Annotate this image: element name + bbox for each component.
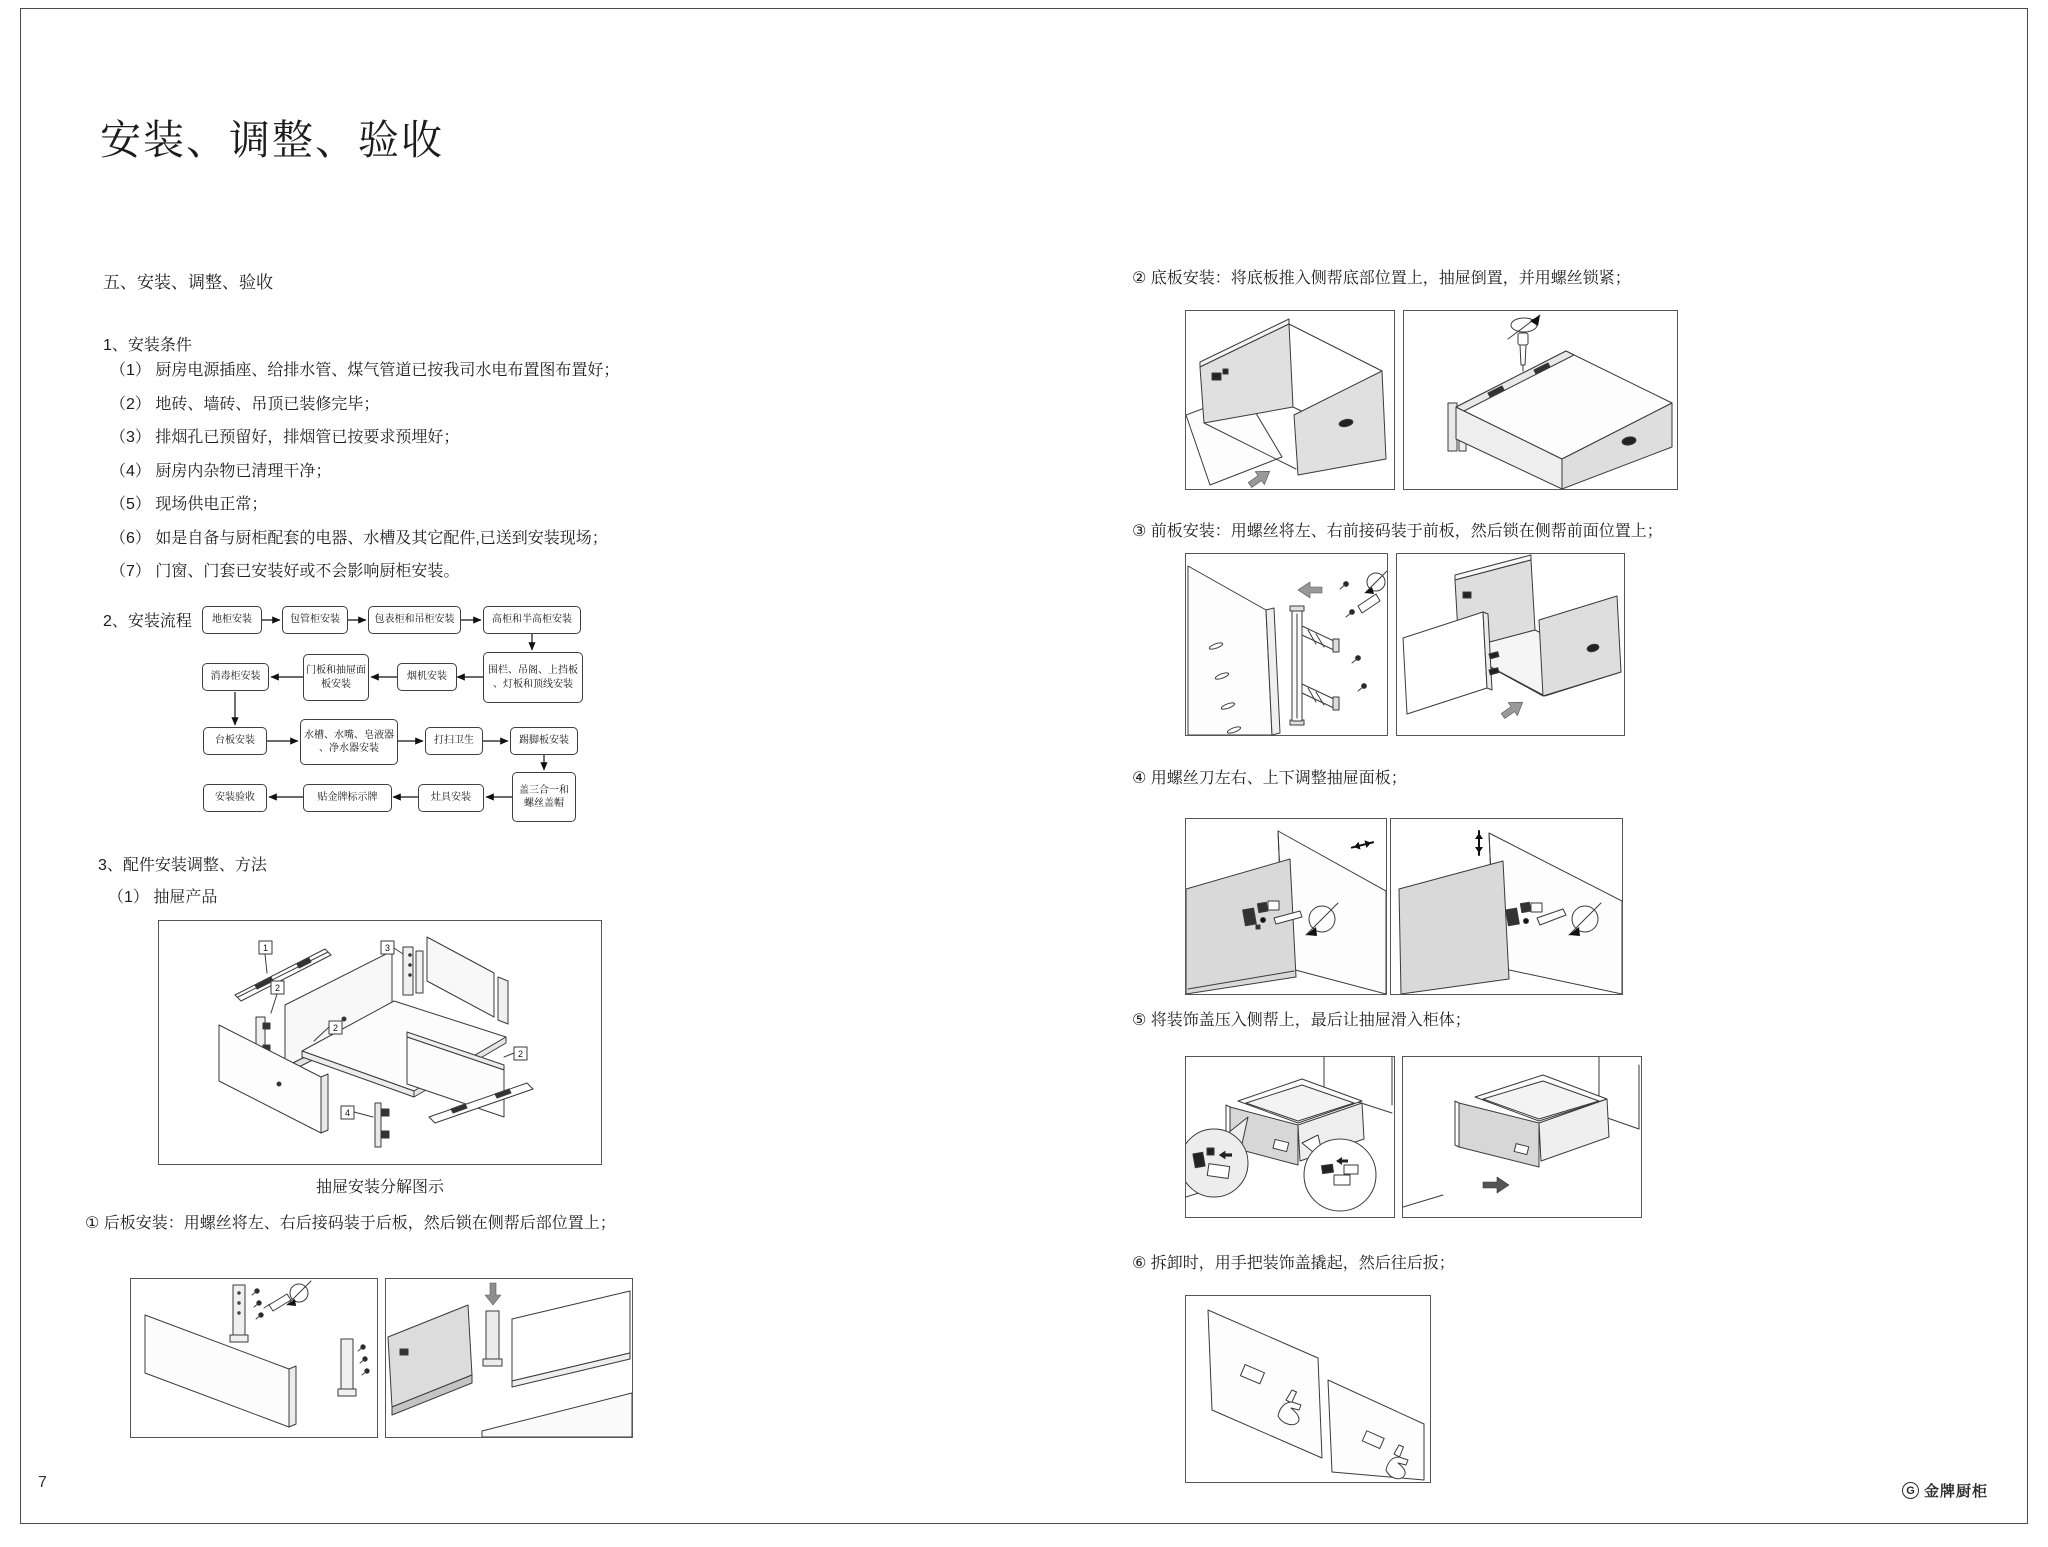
flow-node-kickboard: 踢脚板安装 xyxy=(510,727,578,755)
screws-icon xyxy=(252,1289,263,1319)
section-heading: 五、安装、调整、验收 xyxy=(103,273,273,292)
flow-heading: 2、安装流程 xyxy=(103,613,192,630)
flow-node-base-cabinet: 地柜安装 xyxy=(202,606,262,634)
cover-press-drawing xyxy=(1186,1057,1394,1217)
flow-node-sterilizer: 消毒柜安装 xyxy=(202,663,269,691)
screw-tighten-drawing xyxy=(1404,311,1677,489)
part-label-1: 1 xyxy=(262,943,269,953)
drawer-slide-in-drawing xyxy=(1403,1057,1641,1217)
brand-logo xyxy=(1902,1480,1988,1501)
step-1-label: ① 后板安装：用螺丝将左、右后接码装于后板，然后锁在侧帮后部位置上； xyxy=(85,1215,616,1232)
flow-node-cleaning: 打扫卫生 xyxy=(425,727,483,755)
condition-item: （3） 排烟孔已预留好，排烟管已按要求预埋好； xyxy=(110,429,460,446)
attach-arrow-icon xyxy=(1498,696,1527,723)
back-panel-assembly-drawing xyxy=(131,1279,377,1437)
slide-arrow-icon xyxy=(1483,1177,1509,1193)
rotation-arrow-icon xyxy=(287,1281,311,1306)
step-4-illustration-b xyxy=(1390,818,1623,995)
front-connector-bracket xyxy=(1290,606,1339,725)
side-panel-lock-drawing xyxy=(386,1279,632,1437)
part-label-5: 2 xyxy=(517,1049,524,1059)
step-5-illustration-a xyxy=(1185,1056,1395,1218)
brand-g-icon: G xyxy=(1902,1482,1919,1499)
part-label-3: 3 xyxy=(384,943,391,953)
rear-connector-post xyxy=(483,1311,502,1366)
flow-node-stove: 灶具安装 xyxy=(418,784,484,812)
drawer-back-panel xyxy=(427,937,508,1024)
magnifier-circle xyxy=(1186,1117,1248,1197)
flow-node-acceptance: 安装验收 xyxy=(203,784,267,812)
flow-node-screw-caps: 盖三合一和螺丝盖帽 xyxy=(512,772,576,822)
installation-flowchart xyxy=(200,600,590,830)
front-connector-bracket xyxy=(375,1103,389,1147)
flow-node-brand-plate: 贴金牌标示牌 xyxy=(303,784,392,812)
part-label-4: 2 xyxy=(332,1023,339,1033)
front-panel-attach-drawing xyxy=(1397,554,1624,735)
condition-item: （1） 厨房电源插座、给排水管、煤气管道已按我司水电布置图布置好； xyxy=(110,362,620,379)
vertical-double-arrow-icon xyxy=(1475,831,1483,855)
conditions-list xyxy=(110,354,619,589)
adjust-left-right-drawing xyxy=(1186,819,1386,994)
part-label-6: 4 xyxy=(344,1108,351,1118)
adjust-up-down-drawing xyxy=(1391,819,1622,994)
condition-item: （2） 地砖、墙砖、吊顶已装修完毕； xyxy=(110,395,380,413)
condition-item: （5） 现场供电正常； xyxy=(110,496,268,513)
flow-node-wall-cabinet: 包表柜和吊柜安装 xyxy=(368,606,461,634)
front-bracket-drawing xyxy=(1186,554,1387,735)
step-3-illustration-a xyxy=(1185,553,1388,736)
condition-item: （4） 厨房内杂物已清理干净； xyxy=(110,462,332,480)
left-arrow-icon xyxy=(1298,582,1322,598)
page-title: 安装、调整、验收 xyxy=(100,117,444,163)
screwdriver-icon xyxy=(264,1294,291,1311)
conditions-heading: 1、安装条件 xyxy=(103,337,192,354)
magnifier-circle xyxy=(1302,1135,1376,1211)
rotation-arrow-icon xyxy=(1365,571,1387,594)
step-5-label: ⑤ 将装饰盖压入侧帮上，最后让抽屉滑入柜体； xyxy=(1132,1012,1471,1029)
horizontal-double-arrow-icon xyxy=(1351,838,1374,851)
step-2-label: ② 底板安装：将底板推入侧帮底部位置上，抽屉倒置，并用螺丝锁紧； xyxy=(1132,270,1631,287)
flow-node-rails-trim: 围栏、吊阁、上挡板、灯板和顶线安装 xyxy=(483,652,583,703)
bottom-board-insert-drawing xyxy=(1186,311,1394,489)
flow-node-hood: 烟机安装 xyxy=(397,663,457,691)
flow-node-sink-faucet: 水槽、水嘴、皂液器、净水器安装 xyxy=(300,719,398,765)
rear-connector-post xyxy=(230,1285,248,1342)
screws-icon xyxy=(1340,582,1366,691)
step-4-illustration-a xyxy=(1185,818,1387,995)
step-1-illustration-a xyxy=(130,1278,378,1438)
screwdriver-icon xyxy=(1358,594,1380,613)
step-4-label: ④ 用螺丝刀左右、上下调整抽屉面板； xyxy=(1132,770,1407,787)
step-6-illustration xyxy=(1185,1295,1431,1483)
step-2-illustration-a xyxy=(1185,310,1395,490)
flow-node-pipe-cabinet: 包管柜安装 xyxy=(282,606,348,634)
screwdriver-icon xyxy=(1518,333,1528,371)
rear-connector-posts xyxy=(403,947,423,995)
condition-item: （6） 如是自备与厨柜配套的电器、水槽及其它配件,已送到安装现场； xyxy=(110,529,608,547)
flow-node-countertop: 台板安装 xyxy=(203,727,267,755)
flow-node-tall-cabinet: 高柜和半高柜安装 xyxy=(483,606,581,634)
condition-item: （7） 门窗、门套已安装好或不会影响厨柜安装。 xyxy=(110,563,460,580)
flow-node-door-panels: 门板和抽屉面板安装 xyxy=(303,654,369,701)
diagram-caption: 抽屉安装分解图示 xyxy=(315,1179,444,1196)
step-6-label: ⑥ 拆卸时，用手把装饰盖撬起，然后往后扳； xyxy=(1132,1255,1455,1272)
step-5-illustration-b xyxy=(1402,1056,1642,1218)
brand-name: 金牌厨柜 xyxy=(1923,1483,1988,1500)
accessories-heading: 3、配件安装调整、方法 xyxy=(98,857,267,874)
part-label-2: 2 xyxy=(274,983,281,993)
drawer-exploded-drawing xyxy=(159,921,601,1164)
down-arrow-icon xyxy=(485,1283,501,1305)
step-3-illustration-b xyxy=(1396,553,1625,736)
screws-icon xyxy=(358,1345,369,1375)
drawer-product-subheading: （1） 抽屉产品 xyxy=(108,889,218,906)
page-number: 7 xyxy=(38,1474,47,1491)
drawer-exploded-diagram xyxy=(158,920,602,1165)
step-2-illustration-b xyxy=(1403,310,1678,490)
rear-connector-post xyxy=(338,1339,356,1396)
step-3-label: ③ 前板安装：用螺丝将左、右前接码装于前板，然后锁在侧帮前面位置上； xyxy=(1132,523,1663,540)
step-1-illustration-b xyxy=(385,1278,633,1438)
cover-remove-drawing xyxy=(1186,1296,1430,1482)
